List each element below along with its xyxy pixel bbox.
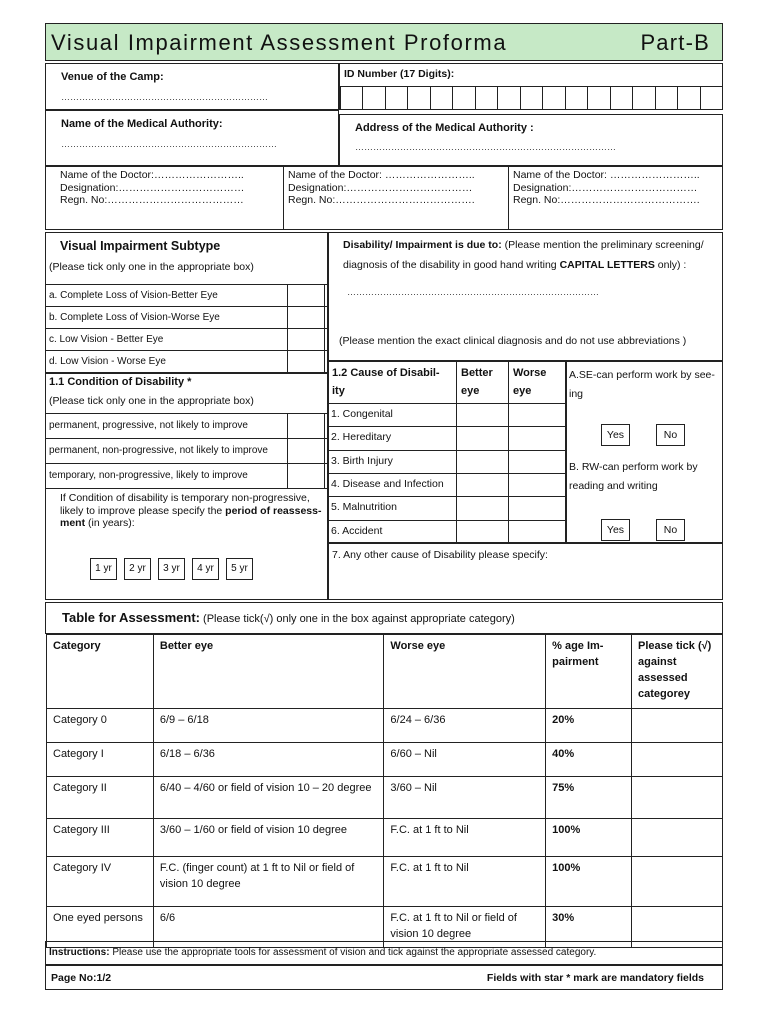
condition-option-label: permanent, progressive, not likely to improve	[49, 420, 248, 431]
doctor-2-name[interactable]: Name of the Doctor: ……………………..	[288, 169, 475, 181]
assessment-subtitle: (Please tick(√) only one in the box against appropriate category)	[200, 613, 515, 625]
assessment-cell: 3/60 – 1/60 or field of vision 10 degree	[153, 819, 384, 857]
better-eye-header-2: eye	[461, 385, 480, 397]
footer-bar	[45, 965, 723, 990]
assessment-title-text: Table for Assessment:	[62, 610, 200, 625]
assessment-cell: Category IV	[47, 857, 154, 907]
assessment-tick-box[interactable]	[632, 777, 723, 819]
id-digit-box[interactable]	[587, 86, 610, 110]
assessment-cell: Category 0	[47, 709, 154, 743]
mandatory-note: Fields with star * mark are mandatory fields	[486, 972, 704, 984]
due-to-field[interactable]: …………………………………………………………………………	[347, 287, 599, 297]
condition-tick-box[interactable]	[287, 413, 325, 439]
condition-row	[45, 438, 328, 464]
cause-title-1: 1.2 Cause of Disabil-	[332, 367, 440, 379]
doctor-3	[513, 169, 700, 207]
assessment-tick-box[interactable]	[632, 743, 723, 777]
better-eye-header	[461, 364, 493, 400]
cause-option-label: 2. Hereditary	[331, 431, 392, 444]
id-digit-box[interactable]	[340, 86, 363, 110]
assessment-row	[47, 819, 723, 857]
reassess-line3	[60, 517, 321, 530]
cause-option-label: 1. Congenital	[331, 408, 393, 420]
id-digit-box[interactable]	[385, 86, 408, 110]
doctor-1-name[interactable]: Name of the Doctor:……………………..	[60, 169, 244, 181]
id-digit-box[interactable]	[565, 86, 588, 110]
subtype-note: (Please tick only one in the appropriate box)	[49, 261, 254, 273]
se-text-1: A.SE-can perform work by see-	[569, 369, 715, 381]
doctor-3-name[interactable]: Name of the Doctor: ……………………..	[513, 169, 700, 181]
assessment-header-cell: Worse eye	[384, 635, 546, 709]
form-part: Part-B	[640, 30, 710, 55]
rw-text-2: reading and writing	[569, 480, 658, 492]
venue-label: Venue of the Camp:	[61, 71, 164, 83]
assessment-header-cell: Please tick (√) against assessed categorey	[632, 635, 723, 709]
worse-eye-header-1: Worse	[513, 367, 547, 379]
condition-option-label: permanent, non-progressive, not likely to improve	[49, 445, 268, 456]
doctor-3-regn[interactable]: Regn. No:………………………………….	[513, 194, 700, 207]
id-digit-box[interactable]	[430, 86, 453, 110]
doctor-1-designation[interactable]: Designation:………………………………	[60, 181, 245, 194]
condition-row	[45, 413, 328, 439]
assessment-cell: 3/60 – Nil	[384, 777, 546, 819]
condition-row	[45, 463, 328, 489]
assessment-header-cell: Better eye	[153, 635, 384, 709]
assessment-cell: 6/24 – 6/36	[384, 709, 546, 743]
cause-better-eye-box[interactable]	[457, 497, 508, 519]
cause-option-label: 5. Malnutrition	[331, 501, 397, 514]
assessment-cell: F.C. at 1 ft to Nil or field of vision 10 degree	[384, 907, 546, 948]
reassess-text3b: (in years):	[85, 517, 135, 530]
assessment-cell: 6/6	[153, 907, 384, 948]
due-to-text2a: diagnosis of the disability in good hand writing	[343, 259, 560, 271]
cause-title-2: ity	[332, 385, 345, 397]
se-yes-box[interactable]: Yes	[601, 424, 630, 446]
reassess-year-box[interactable]: 3 yr	[158, 558, 185, 580]
subtype-option-label: b. Complete Loss of Vision-Worse Eye	[49, 312, 220, 323]
cause-better-eye-box[interactable]	[457, 521, 508, 543]
subtype-option-label: d. Low Vision - Worse Eye	[49, 356, 166, 367]
id-digit-box[interactable]	[542, 86, 565, 110]
reassess-text	[60, 492, 321, 530]
assessment-title	[62, 610, 515, 626]
assessment-tick-box[interactable]	[632, 709, 723, 743]
instructions	[49, 947, 596, 959]
id-digit-box[interactable]	[452, 86, 475, 110]
doctor-3-designation[interactable]: Designation:………………………………	[513, 181, 698, 194]
id-digit-box[interactable]	[632, 86, 655, 110]
assessment-table	[46, 634, 723, 948]
instructions-bar	[45, 941, 723, 965]
assessment-cell: Category III	[47, 819, 154, 857]
page-number: Page No:1/2	[51, 972, 112, 984]
due-to-text2c: only) :	[654, 259, 687, 271]
due-to-note: (Please mention the exact clinical diagnosis and do not use abbreviations )	[339, 335, 687, 347]
assessment-cell: Category I	[47, 743, 154, 777]
cause-better-eye-box[interactable]	[457, 474, 508, 496]
reassess-text2b: period of reassess-	[225, 504, 322, 517]
rw-yes-box[interactable]: Yes	[601, 519, 630, 541]
reassess-year-box[interactable]: 2 yr	[124, 558, 151, 580]
assessment-cell: F.C. at 1 ft to Nil	[384, 857, 546, 907]
reassess-year-box[interactable]: 4 yr	[192, 558, 219, 580]
other-cause-section	[328, 543, 723, 600]
address-section	[339, 114, 723, 166]
cause-option-label: 6. Accident	[331, 524, 383, 537]
cause-worse-eye-box[interactable]	[509, 497, 565, 519]
assessment-cell: 6/9 – 6/18	[153, 709, 384, 743]
doctor-2	[288, 169, 475, 207]
id-digit-box[interactable]	[520, 86, 543, 110]
due-to-label: Disability/ Impairment is due to:	[343, 239, 502, 251]
venue-section	[45, 63, 339, 110]
due-to-text1: (Please mention the preliminary screening/	[504, 239, 704, 251]
cause-worse-eye-box[interactable]	[509, 451, 565, 473]
assessment-cell: F.C. (finger count) at 1 ft to Nil or field of vision 10 degree	[153, 857, 384, 907]
id-label: ID Number (17 Digits):	[344, 68, 455, 80]
form-title: Visual Impairment Assessment Proforma	[51, 30, 508, 55]
subtype-title: Visual Impairment Subtype	[60, 239, 221, 253]
condition-option-label: temporary, non-progressive, likely to improve	[49, 470, 248, 481]
subtype-tick-box[interactable]	[287, 328, 325, 351]
se-rw-section	[566, 361, 723, 543]
worse-eye-header	[513, 364, 546, 400]
due-to-capital: CAPITAL LETTERS	[559, 259, 655, 271]
med-authority-label: Name of the Medical Authority:	[61, 118, 223, 130]
med-authority-section	[45, 110, 339, 166]
rw-text	[569, 458, 698, 496]
se-text-2: ing	[569, 388, 584, 400]
subtype-tick-box[interactable]	[287, 284, 325, 307]
reassess-text3a: ment	[60, 517, 86, 530]
reassess-year-box[interactable]: 1 yr	[90, 558, 117, 580]
cause-worse-eye-box[interactable]	[509, 427, 565, 449]
subtype-row	[45, 328, 328, 351]
assessment-row	[47, 857, 723, 907]
instructions-text: Please use the appropriate tools for assessment of vision and tick against the appropriate assessed category.	[109, 947, 597, 958]
condition-tick-box[interactable]	[287, 438, 325, 464]
med-authority-field[interactable]: ………………………………………………………………	[61, 139, 277, 149]
subtype-row	[45, 284, 328, 307]
assessment-header-cell: % age Im-pairment	[546, 635, 632, 709]
se-no-box[interactable]: No	[656, 424, 685, 446]
cause-worse-eye-box[interactable]	[509, 404, 565, 426]
rw-text-1: B. RW-can perform work by	[569, 461, 698, 473]
assessment-header-cell: Category	[47, 635, 154, 709]
id-digit-box[interactable]	[475, 86, 498, 110]
year-options	[90, 558, 320, 580]
id-digit-box[interactable]	[362, 86, 385, 110]
doctor-1	[60, 169, 244, 207]
reassess-line1: If Condition of disability is temporary non-progressive,	[60, 492, 310, 504]
assessment-cell: One eyed persons	[47, 907, 154, 948]
id-digit-box[interactable]	[677, 86, 700, 110]
cause-better-eye-box[interactable]	[457, 427, 508, 449]
subtype-option-label: a. Complete Loss of Vision-Better Eye	[49, 290, 218, 301]
cause-option-label: 3. Birth Injury	[331, 454, 393, 467]
due-to-line2	[343, 259, 686, 272]
assessment-tick-box[interactable]	[632, 857, 723, 907]
assessment-cell: 40%	[546, 743, 632, 777]
cause-worse-eye-box[interactable]	[509, 474, 565, 496]
id-digit-box[interactable]	[655, 86, 678, 110]
id-digit-box[interactable]	[497, 86, 520, 110]
cause-better-eye-box[interactable]	[457, 451, 508, 473]
rw-no-box[interactable]: No	[656, 519, 685, 541]
assessment-header-row	[47, 635, 723, 709]
subtype-option-label: c. Low Vision - Better Eye	[49, 334, 164, 345]
assessment-cell: 20%	[546, 709, 632, 743]
assessment-cell: 75%	[546, 777, 632, 819]
reassess-year-box[interactable]: 5 yr	[226, 558, 253, 580]
assessment-row	[47, 777, 723, 819]
assessment-cell: 6/18 – 6/36	[153, 743, 384, 777]
subtype-row	[45, 306, 328, 329]
subtype-tick-box[interactable]	[287, 306, 325, 329]
other-cause-label[interactable]: 7. Any other cause of Disability please specify:	[332, 549, 548, 561]
due-to-section	[328, 232, 723, 361]
assessment-cell: 100%	[546, 857, 632, 907]
worse-eye-header-2: eye	[513, 385, 532, 397]
assessment-cell: F.C. at 1 ft to Nil	[384, 819, 546, 857]
condition-title: 1.1 Condition of Disability *	[49, 376, 192, 388]
due-to-line1	[343, 239, 704, 252]
subtype-row	[45, 350, 328, 373]
cause-option-label: 4. Disease and Infection	[331, 478, 444, 490]
assessment-cell: 6/60 – Nil	[384, 743, 546, 777]
condition-note: (Please tick only one in the appropriate box)	[49, 395, 254, 407]
se-text	[569, 366, 715, 404]
address-field[interactable]: ……………………………………………………………………………	[355, 142, 616, 152]
assessment-title-bar	[45, 602, 723, 634]
address-label: Address of the Medical Authority :	[355, 122, 534, 134]
instructions-label: Instructions:	[49, 947, 110, 958]
condition-tick-box[interactable]	[287, 463, 325, 489]
assessment-row	[47, 709, 723, 743]
cause-worse-eye-box[interactable]	[509, 521, 565, 543]
id-digit-box[interactable]	[610, 86, 633, 110]
reassess-line2	[60, 505, 321, 518]
assessment-tick-box[interactable]	[632, 819, 723, 857]
assessment-cell: Category II	[47, 777, 154, 819]
assessment-row	[47, 743, 723, 777]
id-number-boxes[interactable]	[340, 86, 722, 110]
better-eye-header-1: Better	[461, 367, 493, 379]
reassess-text2a: likely to improve please specify the	[60, 504, 226, 517]
doctor-2-designation[interactable]: Designation:………………………………	[288, 181, 473, 194]
doctor-1-regn[interactable]: Regn. No:…………………………………	[60, 194, 244, 207]
venue-field[interactable]: ……………………………………………………………	[61, 92, 268, 102]
id-digit-box[interactable]	[700, 86, 723, 110]
doctor-2-regn[interactable]: Regn. No:………………………………….	[288, 194, 475, 207]
assessment-cell: 30%	[546, 907, 632, 948]
assessment-cell: 6/40 – 4/60 or field of vision 10 – 20 degree	[153, 777, 384, 819]
cause-title	[332, 364, 440, 400]
id-digit-box[interactable]	[407, 86, 430, 110]
assessment-cell: 100%	[546, 819, 632, 857]
cause-better-eye-box[interactable]	[457, 404, 508, 426]
header-bar	[45, 23, 723, 61]
subtype-tick-box[interactable]	[287, 350, 325, 373]
